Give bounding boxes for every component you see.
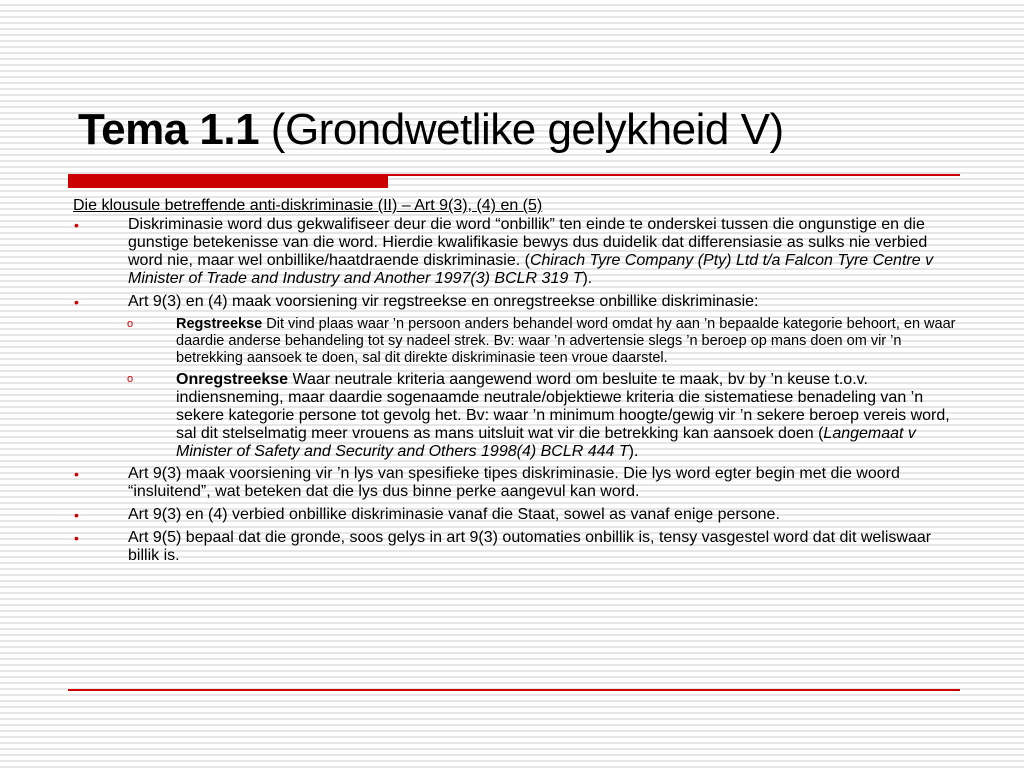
sub-bullet-icon: o xyxy=(127,373,134,385)
sub-bullet-text xyxy=(176,371,963,461)
bullet-tail: ). xyxy=(582,270,593,287)
title-accent-line xyxy=(388,174,960,176)
bullet-item xyxy=(73,465,963,501)
footer-divider xyxy=(68,689,960,691)
bullet-item xyxy=(73,506,963,524)
bullet-body: Diskriminasie word dus gekwalifiseer deur die word “onbillik” ten einde te onderskei tussen die ongunstige en die gunstige betekenisse van die word. Hierdie kwalifikasie bewys dus duidelik dat differensiasie as sulks nie verbied word nie, maar wel onbillike/haatdraende diskriminasie. ( xyxy=(128,216,928,269)
sub-bullet-body: Dit vind plaas waar ’n persoon anders behandel word omdat hy aan ’n bepaalde kategorie behoort, en waar daardie anderse behandeling tot sy nadeel strek. Bv: waar ’n advertensie slegs ’n beroep op mans doen om vir ’n betrekking aansoek te doen, sal dit direkte diskriminasie teen vroue daarstel. xyxy=(176,316,956,366)
sub-bullet-item xyxy=(127,316,963,367)
sub-bullet-term: Onregstreekse xyxy=(176,371,289,388)
sub-bullet-body: Waar neutrale kriteria aangewend word om besluite te maak, bv by ’n keuse t.o.v. indiensneming, maar daardie sogenaamde neutrale/objektiewe kriteria die sistematiese benadeling van ’n sekere kategorie persone tot gevolg het. Bv: waar ’n minimum hoogte/gewig vir ’n sekere beroep vereis word, sal dit stelselmatig meer vrouens as mans uitsluit wat vir die betrekking kan aansoek doen ( xyxy=(176,371,950,442)
sub-bullet-term: Regstreekse xyxy=(176,316,263,332)
bullet-icon: • xyxy=(74,466,79,482)
slide-body xyxy=(73,197,963,570)
bullet-text: Art 9(5) bepaal dat die gronde, soos gelys in art 9(3) outomaties onbillik is, tensy vasgestel word dat dit weliswaar billik is. xyxy=(128,529,932,564)
sub-bullet-tail: ). xyxy=(628,443,639,460)
case-citation: Chirach Tyre Company (Pty) Ltd t/a Falcon Tyre Centre v Minister of Trade and Industry and Another 1997(3) BCLR 319 T xyxy=(128,252,934,287)
sub-bullet-item xyxy=(127,371,963,461)
title-topic-name: (Grondwetlike gelykheid V) xyxy=(259,105,784,154)
slide-title xyxy=(78,104,784,157)
intro-heading: Die klousule betreffende anti-diskriminasie (II) – Art 9(3), (4) en (5) xyxy=(73,197,543,214)
bullet-text: Art 9(3) maak voorsiening vir ’n lys van spesifieke tipes diskriminasie. Die lys word egter begin met die woord “insluitend”, wat beteken dat die lys dus binne perke aangevul kan word. xyxy=(128,465,900,500)
sub-bullet-text xyxy=(176,316,963,367)
sub-bullet-icon: o xyxy=(127,318,134,330)
bullet-item xyxy=(73,529,963,565)
bullet-icon: • xyxy=(74,507,79,523)
bullet-item xyxy=(73,216,963,288)
bullet-icon: • xyxy=(74,217,79,233)
bullet-text: Art 9(3) en (4) verbied onbillike diskriminasie vanaf die Staat, sowel as vanaf enige persone. xyxy=(128,506,780,523)
bullet-item xyxy=(73,293,963,311)
bullet-icon: • xyxy=(74,294,79,310)
bullet-text: Art 9(3) en (4) maak voorsiening vir regstreekse en onregstreekse onbillike diskriminasie: xyxy=(128,293,759,310)
title-accent-bar xyxy=(68,174,388,188)
case-citation: Langemaat v Minister of Safety and Security and Others 1998(4) BCLR 444 T xyxy=(176,425,916,460)
title-topic-number: Tema 1.1 xyxy=(78,105,260,154)
bullet-icon: • xyxy=(74,530,79,546)
bullet-text xyxy=(128,216,963,288)
